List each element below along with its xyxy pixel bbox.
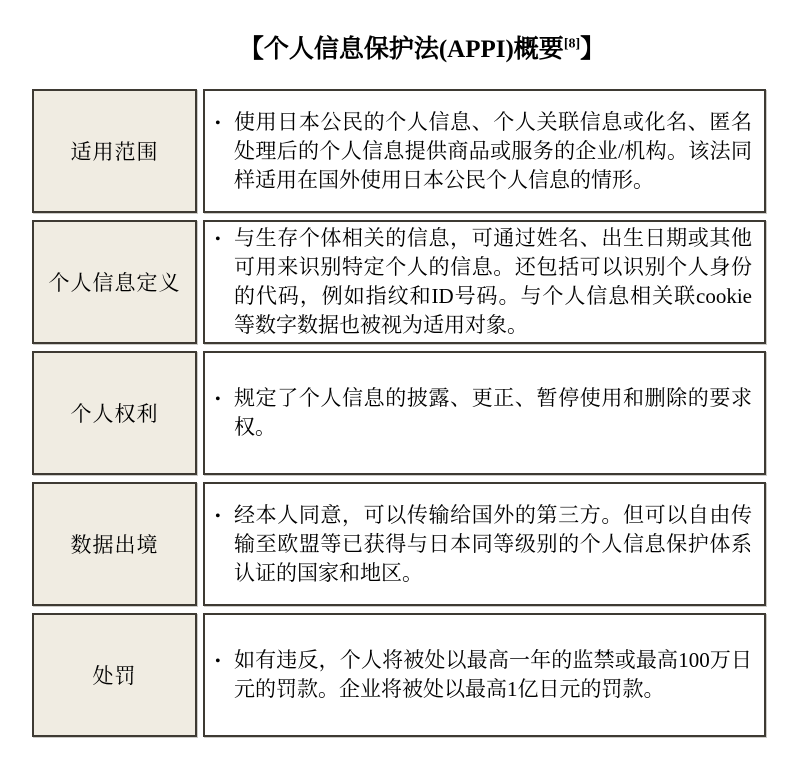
bullet-icon: • (215, 507, 221, 525)
row-label: 数据出境 (32, 482, 197, 606)
table-row (32, 220, 766, 344)
row-content (203, 613, 766, 737)
row-content (203, 89, 766, 213)
row-label: 个人权利 (32, 351, 197, 475)
table-row (32, 89, 766, 213)
row-text: 使用日本公民的个人信息、个人关联信息或化名、匿名处理后的个人信息提供商品或服务的企业/机构。该法同样适用在国外使用日本公民个人信息的情形。 (234, 109, 752, 192)
bullet-icon: • (215, 653, 221, 670)
bullet-icon: • (215, 231, 221, 248)
bullet-list-item (215, 646, 752, 704)
page-title (44, 34, 800, 66)
row-text: 与生存个体相关的信息，可通过姓名、出生日期或其他可用来识别特定个人的信息。还包括可以识别个人身份的代码，例如指纹和ID号码。与个人信息相关联cookie等数字数据也被视为适用对象。 (234, 226, 752, 337)
table-row (32, 482, 766, 606)
footnote-marker: [8] (563, 36, 581, 52)
row-text: 经本人同意，可以传输给国外的第三方。但可以自由传输至欧盟等已获得与日本同等级别的个人信息保护体系认证的国家和地区。 (234, 502, 752, 585)
document-page (0, 34, 800, 766)
table-row (32, 613, 766, 737)
row-text: 如有违反，个人将被处以最高一年的监禁或最高100万日元的罚款。企业将被处以最高1亿日元的罚款。 (234, 648, 752, 701)
row-label: 适用范围 (32, 89, 197, 213)
bullet-list-item (215, 384, 752, 442)
title-text: 【个人信息保护法(APPI)概要 (238, 36, 564, 63)
bullet-icon: • (215, 391, 221, 408)
bullet-icon: • (215, 114, 221, 132)
bullet-list-item (215, 224, 752, 340)
row-content (203, 351, 766, 475)
row-content (203, 482, 766, 606)
appi-summary-table (32, 89, 766, 737)
title-closing-bracket: 】 (580, 36, 606, 63)
bullet-list-item (215, 108, 752, 195)
row-label: 处罚 (32, 613, 197, 737)
row-text: 规定了个人信息的披露、更正、暂停使用和删除的要求权。 (234, 386, 752, 439)
row-content (203, 220, 766, 344)
table-row (32, 351, 766, 475)
row-label: 个人信息定义 (32, 220, 197, 344)
bullet-list-item (215, 501, 752, 588)
